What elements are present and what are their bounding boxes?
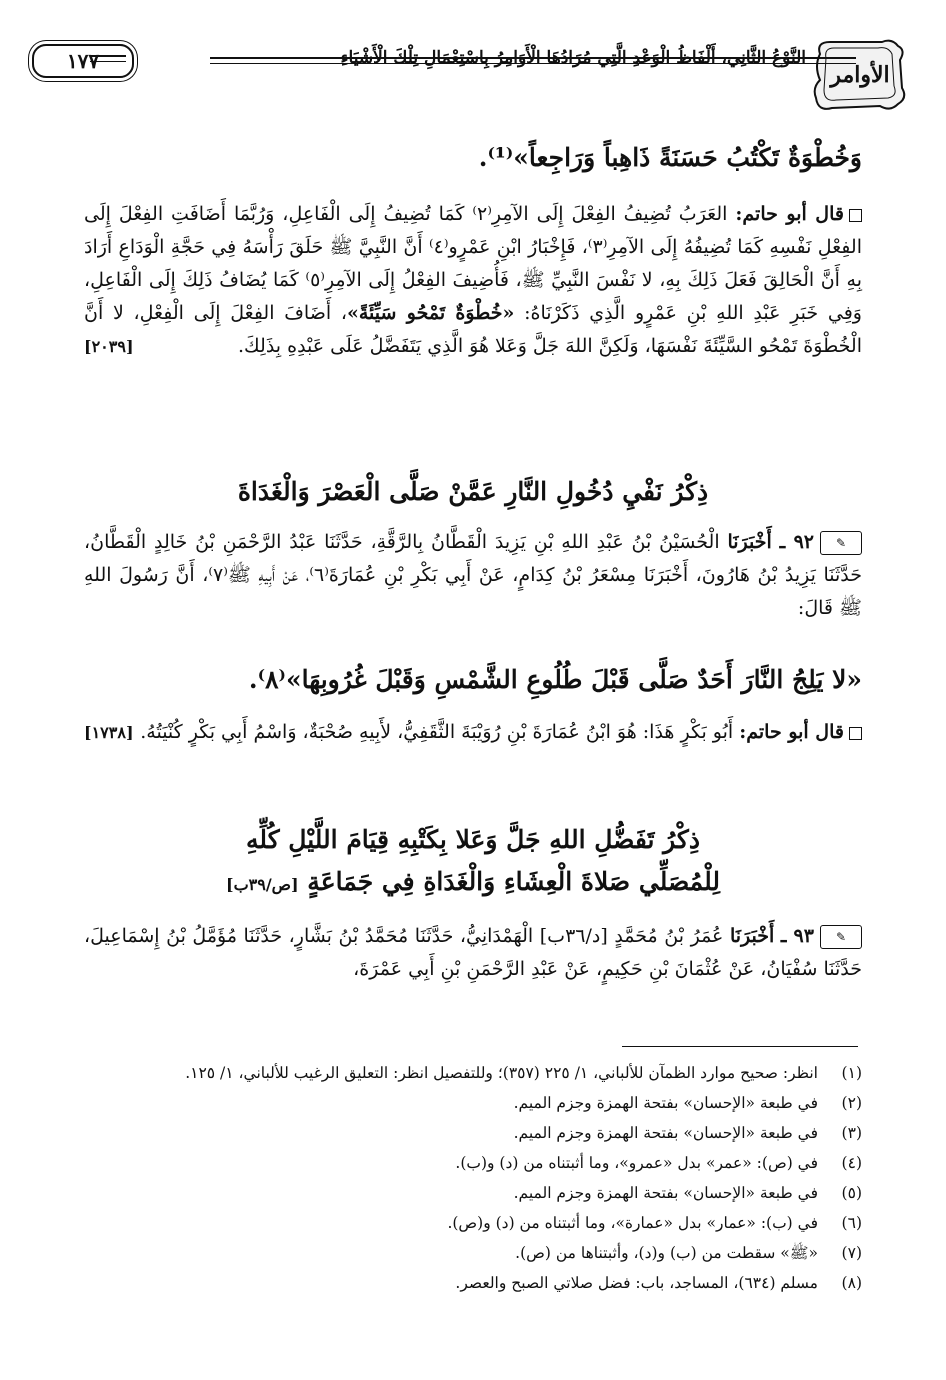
commentary-label: قال أبو حاتم: xyxy=(739,721,844,743)
footnote-number: (١) xyxy=(841,1064,862,1082)
footnote xyxy=(84,1148,862,1178)
footnote-number: (٦) xyxy=(841,1214,862,1232)
hadith-label: أَخْبَرَنَا xyxy=(727,531,772,553)
hadith-continuation: وَخُطْوَةٌ تَكْتُبُ حَسَنَةً ذَاهِباً وَرَاجِعاً»⁽¹⁾. xyxy=(478,143,862,172)
hadith-label: أَخْبَرَنَا xyxy=(729,925,775,947)
footnote-text: في (ب): «عمار» بدل «عمارة»، وما أثبتناه من (د) و(ص). xyxy=(447,1214,818,1232)
commentary-paragraph-2 xyxy=(84,716,862,749)
section-heading: ذِكْرُ نَفْيِ دُخُولِ النَّارِ عَمَّنْ صَلَّى الْعَصْرَ وَالْغَدَاةَ xyxy=(237,477,709,506)
footnote-text: في (ص): «عمر» بدل «عمرو»، وما أثبتناه من (د) و(ب). xyxy=(455,1154,818,1172)
manuscript-ref: [ص/٣٩ب] xyxy=(225,875,299,894)
commentary-tail: ، أَضَافَ الفِعْلَ إِلَى الْفِعْلِ، لا أَنَّ الْخُطْوَةَ تَمْحُو السَّيِّئَةَ نَفْسَهَا، وَلَكِنَّ اللهَ جَلَّ وَعَلا هُوَ الَّذِي يَتَفَضَّلُ عَلَى عَبْدِهِ بِذَلِكَ. xyxy=(84,302,862,357)
page-number: ١٧٧ xyxy=(32,44,134,78)
footnote-text: انظر: صحيح موارد الظمآن للألباني، ١/ ٢٢٥ (٣٥٧)؛ وللتفصيل انظر: التعليق الرغيب للألباني، ١/ ١٢٥. xyxy=(185,1064,818,1082)
footnote xyxy=(84,1208,862,1238)
reference-number: [٢٠٣٩] xyxy=(84,337,134,356)
reference-number: [١٧٣٨] xyxy=(84,723,134,742)
footnote-text: «ﷺ» سقطت من (ب) و(د)، وأثبتناها من (ص). xyxy=(515,1244,818,1262)
running-title: النَّوْعُ الثَّانِي، أَلْفَاظُ الْوَعْدِ الَّتِي مُرَادُهَا الْأَوَامِرُ بِاسْتِعْمَالِ تِلْكَ الْأَشْيَاءِ xyxy=(340,48,806,68)
footnote-number: (٧) xyxy=(841,1244,862,1262)
section-heading-line1: ذِكْرُ تَفَضُّلِ اللهِ جَلَّ وَعَلا بِكَتْبِهِ قِيَامَ اللَّيْلِ كُلِّهِ xyxy=(246,825,700,854)
commentary-label: قال أبو حاتم: xyxy=(735,203,844,225)
commentary-text: أَبُو بَكْرٍ هَذَا: هُوَ ابْنُ عُمَارَةَ بْنِ رُوَيْبَةَ الثَّقَفِيُّ، لأَبِيهِ صُحْبَةٌ، وَاسْمُ أَبِي بَكْرٍ كُنْيَتُهُ. xyxy=(140,721,734,743)
footnote-text: في طبعة «الإحسان» بفتحة الهمزة وجزم الميم. xyxy=(513,1124,818,1142)
square-bullet-icon xyxy=(849,209,862,222)
footnote xyxy=(84,1088,862,1118)
footnote-number: (٢) xyxy=(841,1094,862,1112)
footnote-text: في طبعة «الإحسان» بفتحة الهمزة وجزم الميم. xyxy=(513,1184,818,1202)
isnad-text: الْحُسَيْنُ بْنُ عَبْدِ اللهِ بْنِ يَزِيدَ الْقَطَّانُ بِالرَّقَّةِ، حَدَّثَنَا عَبْدُ الرَّحْمَنِ بْنُ خَالِدٍ الْقَطَّانُ، حَدَّثَنَا يَزِيدُ بْنُ هَارُونَ، أَخْبَرَنَا مِسْعَرُ بْنُ كِدَامٍ، عَنْ أَبِي بَكْرِ بْنِ عُمَارَةَ⁽٦⁾، عَنْ أَبِيهِ ﷺ⁽٧⁾، أَنَّ رَسُولَ اللهِ ﷺ قَالَ: xyxy=(84,531,862,619)
footnote xyxy=(84,1178,862,1208)
footnote xyxy=(84,1268,862,1298)
running-header xyxy=(92,46,806,86)
square-bullet-icon xyxy=(849,727,862,740)
footnote-number: (٥) xyxy=(841,1184,862,1202)
footnote xyxy=(84,1118,862,1148)
chapter-logo-icon xyxy=(812,36,908,114)
rijal-badge-icon: ✎ xyxy=(820,925,862,949)
footnotes xyxy=(84,1058,862,1298)
footnote-text: مسلم (٦٣٤)، المساجد، باب: فضل صلاتي الصبح والعصر. xyxy=(455,1274,818,1292)
hadith-number: ٩٢ ـ xyxy=(779,531,814,553)
hadith-93 xyxy=(84,920,862,986)
footnote-number: (٣) xyxy=(841,1124,862,1142)
footnote xyxy=(84,1238,862,1268)
commentary-text: العَرَبُ تُضِيفُ الفِعْلَ إِلَى الآمِرِ⁽٢⁾ كَمَا تُضِيفُ إِلَى الْفَاعِلِ، وَرُبَّمَا أَضَافَتِ الفِعْلَ إِلَى الفِعْلِ نَفْسِهِ كَمَا تُضِيفُهُ إِلَى الآمِرِ⁽٣⁾، فَإِخْبَارُ ابْنِ عَمْرٍو⁽٤⁾ أَنَّ النَّبِيَّ ﷺ حَلَقَ رَأْسَهُ فِي حَجَّةِ الْوَدَاعِ أَرَادَ بِهِ أَنَّ الْحَالِقَ فَعَلَ ذَلِكَ بِهِ، لا نَفْسَ النَّبِيِّ ﷺ، فَأُضِيفَ الفِعْلُ إِلَى الآمِرِ⁽٥⁾ كَمَا يُضَافُ ذَلِكَ إِلَى الْفَاعِلِ، وَفِي خَبَرِ عَبْدِ اللهِ بْنِ عَمْرٍو الَّذِي ذَكَرْنَاهُ: xyxy=(84,203,862,324)
footnote xyxy=(84,1058,862,1088)
section-heading-line2 xyxy=(84,862,862,905)
footnote-separator xyxy=(622,1046,858,1047)
commentary-quote: «خُطْوَةٌ تَمْحُو سَيِّئَةً» xyxy=(347,302,515,324)
logo-text: الأوامر xyxy=(830,62,890,88)
header-rule xyxy=(210,57,856,59)
hadith-number: ٩٣ ـ xyxy=(780,925,814,947)
header-rule-thin xyxy=(210,63,856,64)
hadith-matn: «لا يَلِجُ النَّارَ أَحَدٌ صَلَّى قَبْلَ طُلُوعِ الشَّمْسِ وَقَبْلَ غُرُوبِهَا»⁽٨⁾. xyxy=(248,665,862,694)
isnad-text: عُمَرُ بْنُ مُحَمَّدٍ [د/٣٦ب] الْهَمْدَانِيُّ، حَدَّثَنَا مُحَمَّدُ بْنُ بَشَّارٍ، حَدَّثَنَا مُؤَمَّلُ بْنُ إِسْمَاعِيلَ، حَدَّثَنَا سُفْيَانُ، عَنْ عُثْمَانَ بْنِ حَكِيمٍ، عَنْ عَبْدِ الرَّحْمَنِ بْنِ أَبِي عَمْرَةَ، xyxy=(84,925,862,980)
footnote-number: (٨) xyxy=(841,1274,862,1292)
footnote-text: في طبعة «الإحسان» بفتحة الهمزة وجزم الميم. xyxy=(513,1094,818,1112)
footnote-number: (٤) xyxy=(841,1154,862,1172)
section-heading-text: لِلْمُصَلِّي صَلاةَ الْعِشَاءِ وَالْغَدَاةِ فِي جَمَاعَةٍ xyxy=(307,867,720,896)
rijal-badge-icon: ✎ xyxy=(820,531,862,555)
commentary-paragraph xyxy=(84,198,862,363)
hadith-92 xyxy=(84,526,862,625)
